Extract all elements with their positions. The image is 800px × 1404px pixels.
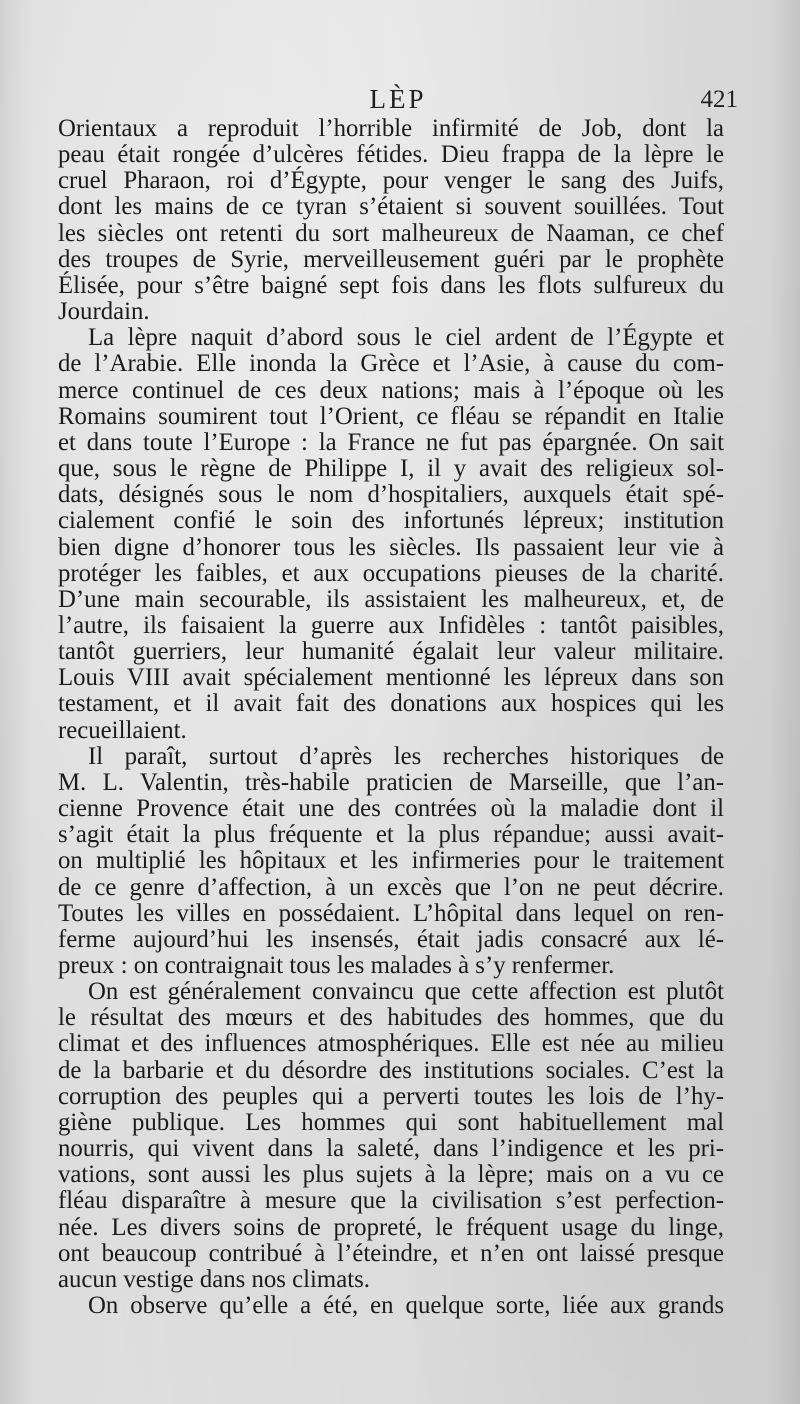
text-line: protéger les faibles, et aux occupations pieuses de la charité. xyxy=(58,559,724,587)
text-line: le résultat des mœurs et des habitudes des hommes, que du xyxy=(58,1004,724,1032)
text-line: peau était rongée d’ulcères fétides. Dieu frappa de la lèpre le xyxy=(58,141,724,169)
text-line: et dans toute l’Europe : la France ne fut pas épargnée. On sait xyxy=(58,428,724,456)
text-line: cienne Provence était une des contrées où la maladie dont il xyxy=(58,795,724,823)
text-line: On est généralement convaincu que cette affection est plutôt xyxy=(88,978,724,1006)
text-line: recueillaient. xyxy=(58,716,187,744)
paragraph xyxy=(58,116,724,325)
paragraph xyxy=(58,979,724,1293)
paragraph xyxy=(58,1293,724,1319)
text-line: merce continuel de ces deux nations; mais à l’époque où les xyxy=(58,376,724,404)
text-line: D’une main secourable, ils assistaient les malheureux, et, de xyxy=(58,585,724,613)
text-line: nourris, qui vivent dans la saleté, dans l’indigence et les pri- xyxy=(58,1135,724,1163)
text-line: bien digne d’honorer tous les siècles. Ils passaient leur vie à xyxy=(58,533,724,561)
text-line: tantôt guerriers, leur humanité égalait leur valeur militaire. xyxy=(58,638,724,666)
text-line: de l’Arabie. Elle inonda la Grèce et l’Asie, à cause du com- xyxy=(58,350,724,378)
text-line: de ce genre d’affection, à un excès que l’on ne peut décrire. xyxy=(58,873,724,901)
text-line: que, sous le règne de Philippe I, il y avait des religieux sol- xyxy=(58,455,724,483)
text-line: Élisée, pour s’être baigné sept fois dans les flots sulfureux du xyxy=(58,271,724,299)
text-line: Orientaux a reproduit l’horrible infirmité de Job, dont la xyxy=(58,115,724,142)
text-line: cialement confié le soin des infortunés lépreux; institution xyxy=(58,507,724,535)
page-number: 421 xyxy=(700,86,738,113)
text-line: Jourdain. xyxy=(58,298,150,326)
text-line: testament, et il avait fait des donations aux hospices qui les xyxy=(58,690,724,718)
page-header xyxy=(58,84,738,118)
running-head: LÈP xyxy=(369,84,427,114)
paragraph xyxy=(58,325,724,744)
text-line: les siècles ont retenti du sort malheureux de Naaman, ce chef xyxy=(58,219,724,247)
text-line: preux : on contraignait tous les malades à s’y renfermer. xyxy=(58,952,615,979)
text-line: climat et des influences atmosphériques. Elle est née au milieu xyxy=(58,1030,724,1058)
text-line: On observe qu’elle a été, en quelque sorte, liée aux grands xyxy=(88,1292,724,1320)
text-line: cruel Pharaon, roi d’Égypte, pour venger le sang des Juifs, xyxy=(58,167,724,195)
text-line: vations, sont aussi les plus sujets à la lèpre; mais on a vu ce xyxy=(58,1161,724,1189)
text-line: fléau disparaître à mesure que la civilisation s’est perfection- xyxy=(58,1187,724,1215)
text-line: des troupes de Syrie, merveilleusement guéri par le prophète xyxy=(58,245,724,273)
text-line: ont beaucoup contribué à l’éteindre, et n’en ont laissé presque xyxy=(58,1239,724,1267)
text-line: Il paraît, surtout d’après les recherches historiques de xyxy=(88,742,724,770)
text-line: s’agit était la plus fréquente et la plus répandue; aussi avait- xyxy=(58,821,724,849)
text-line: née. Les divers soins de propreté, le fréquent usage du linge, xyxy=(58,1213,724,1241)
text-line: corruption des peuples qui a perverti toutes les lois de l’hy- xyxy=(58,1082,724,1110)
text-line: aucun vestige dans nos climats. xyxy=(58,1265,370,1293)
text-line: Louis VIII avait spécialement mentionné les lépreux dans son xyxy=(58,664,724,692)
paragraph xyxy=(58,744,724,979)
text-line: M. L. Valentin, très-habile praticien de Marseille, que l’an- xyxy=(58,768,724,796)
text-line: giène publique. Les hommes qui sont habituellement mal xyxy=(58,1108,724,1136)
text-line: l’autre, ils faisaient la guerre aux Infidèles : tantôt paisibles, xyxy=(58,611,724,639)
text-line: dats, désignés sous le nom d’hospitaliers, auxquels était spé- xyxy=(58,481,724,509)
text-line: de la barbarie et du désordre des institutions sociales. C’est la xyxy=(58,1056,724,1084)
text-line: La lèpre naquit d’abord sous le ciel ardent de l’Égypte et xyxy=(88,324,724,352)
text-line: ferme aujourd’hui les insensés, était jadis consacré aux lé- xyxy=(58,925,724,953)
text-line: on multiplié les hôpitaux et les infirmeries pour le traitement xyxy=(58,847,724,875)
text-line: Toutes les villes en possédaient. L’hôpital dans lequel on ren- xyxy=(58,899,724,927)
text-line: dont les mains de ce tyran s’étaient si souvent souillées. Tout xyxy=(58,193,724,221)
text-line: Romains soumirent tout l’Orient, ce fléau se répandit en Italie xyxy=(58,402,724,430)
body-text xyxy=(58,116,724,1319)
